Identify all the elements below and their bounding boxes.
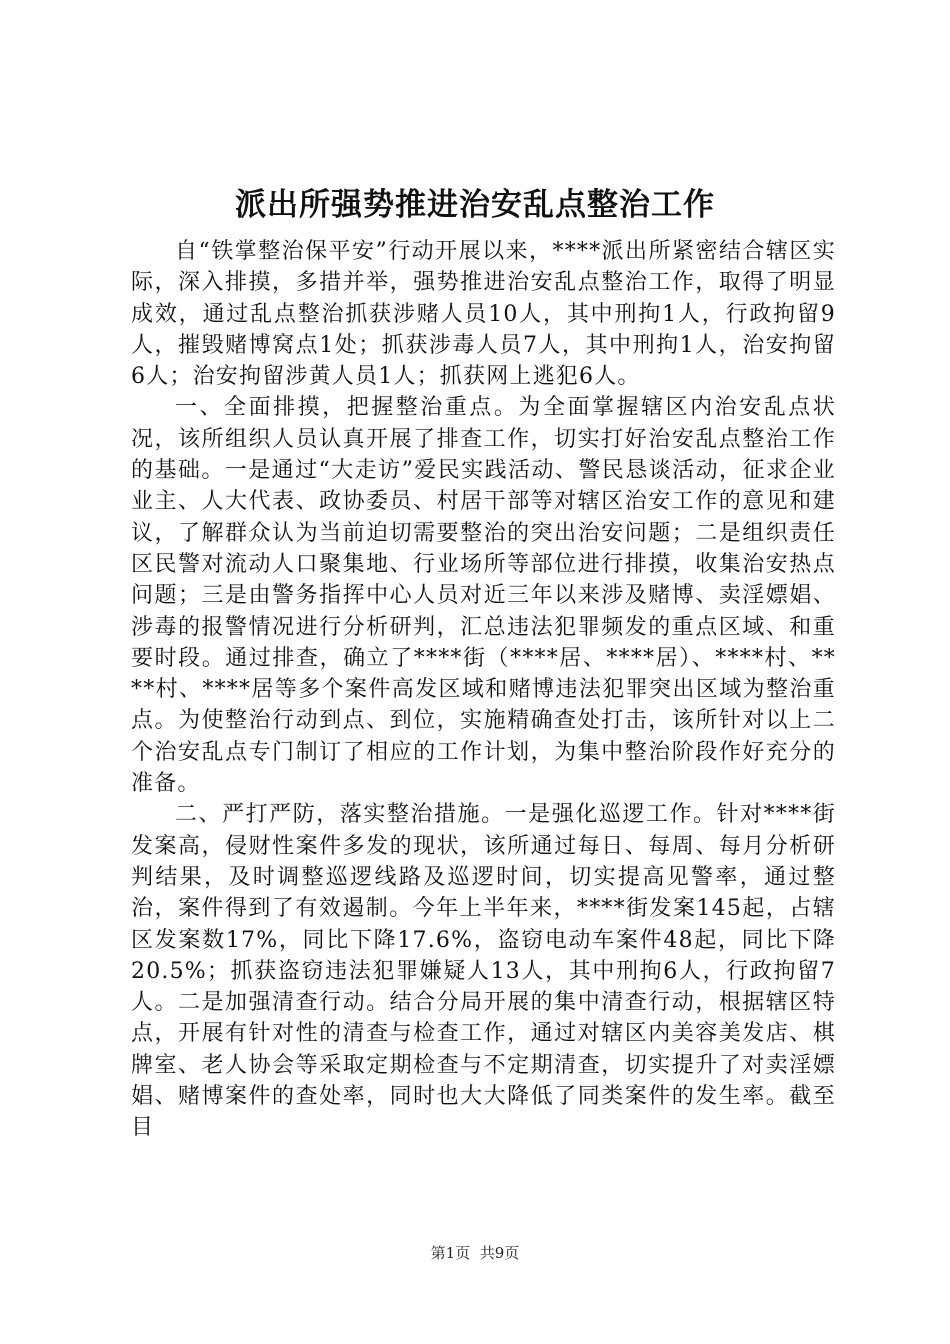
paragraph-intro: 自“铁掌整治保平安”行动开展以来，****派出所紧密结合辖区实际，深入排摸，多措并举，强势推进治安乱点整治工作，取得了明显成效，通过乱点整治抓获涉赌人员10人，其中刑拘1人，行政拘留9人，摧毁赌博窝点1处；抓获涉毒人员7人，其中刑拘1人，治安拘留6人；治安拘留涉黄人员1人；抓获网上逃犯6人。	[131, 239, 836, 390]
document-title: 派出所强势推进治安乱点整治工作	[235, 187, 715, 223]
paragraph-section-two: 二、严打严防，落实整治措施。一是强化巡逻工作。针对****街发案高，侵财性案件多发的现状，该所通过每日、每周、每月分析研判结果，及时调整巡逻线路及巡逻时间，切实提高见警率，通过整治，案件得到了有效遏制。今年上半年来，****街发案145起，占辖区发案数17%，同比下降17.6%，盗窃电动车案件48起，同比下降20.5%；抓获盗窃违法犯罪嫌疑人13人，其中刑拘6人，行政拘留7人。二是加强清查行动。结合分局开展的集中清查行动，根据辖区特点，开展有针对性的清查与检查工作，通过对辖区内美容美发店、棋牌室、老人协会等采取定期检查与不定期清查，切实提升了对卖淫嫖娼、赌博案件的查处率，同时也大大降低了同类案件的发生率。截至目	[131, 802, 836, 1141]
page-total: 共9页	[479, 1244, 520, 1262]
paragraph-section-one: 一、全面排摸，把握整治重点。为全面掌握辖区内治安乱点状况，该所组织人员认真开展了排查工作，切实打好治安乱点整治工作的基础。一是通过“大走访”爱民实践活动、警民恳谈活动，征求企业业主、人大代表、政协委员、村居干部等对辖区治安工作的意见和建议，了解群众认为当前迫切需要整治的突出治安问题；二是组织责任区民警对流动人口聚集地、行业场所等部位进行排摸，收集治安热点问题；三是由警务指挥中心人员对近三年以来涉及赌博、卖淫嫖娼、涉毒的报警情况进行分析研判，汇总违法犯罪频发的重点区域、和重要时段。通过排查，确立了****街（****居、****居）、****村、****村、****居等多个案件高发区域和赌博违法犯罪突出区域为整治重点。为使整治行动到点、到位，实施精确查处打击，该所针对以上二个治安乱点专门制订了相应的工作计划，为集中整治阶段作好充分的准备。	[131, 395, 836, 797]
page-footer	[0, 1242, 950, 1264]
page-number: 第1页	[430, 1244, 471, 1262]
document-body	[131, 236, 836, 1144]
